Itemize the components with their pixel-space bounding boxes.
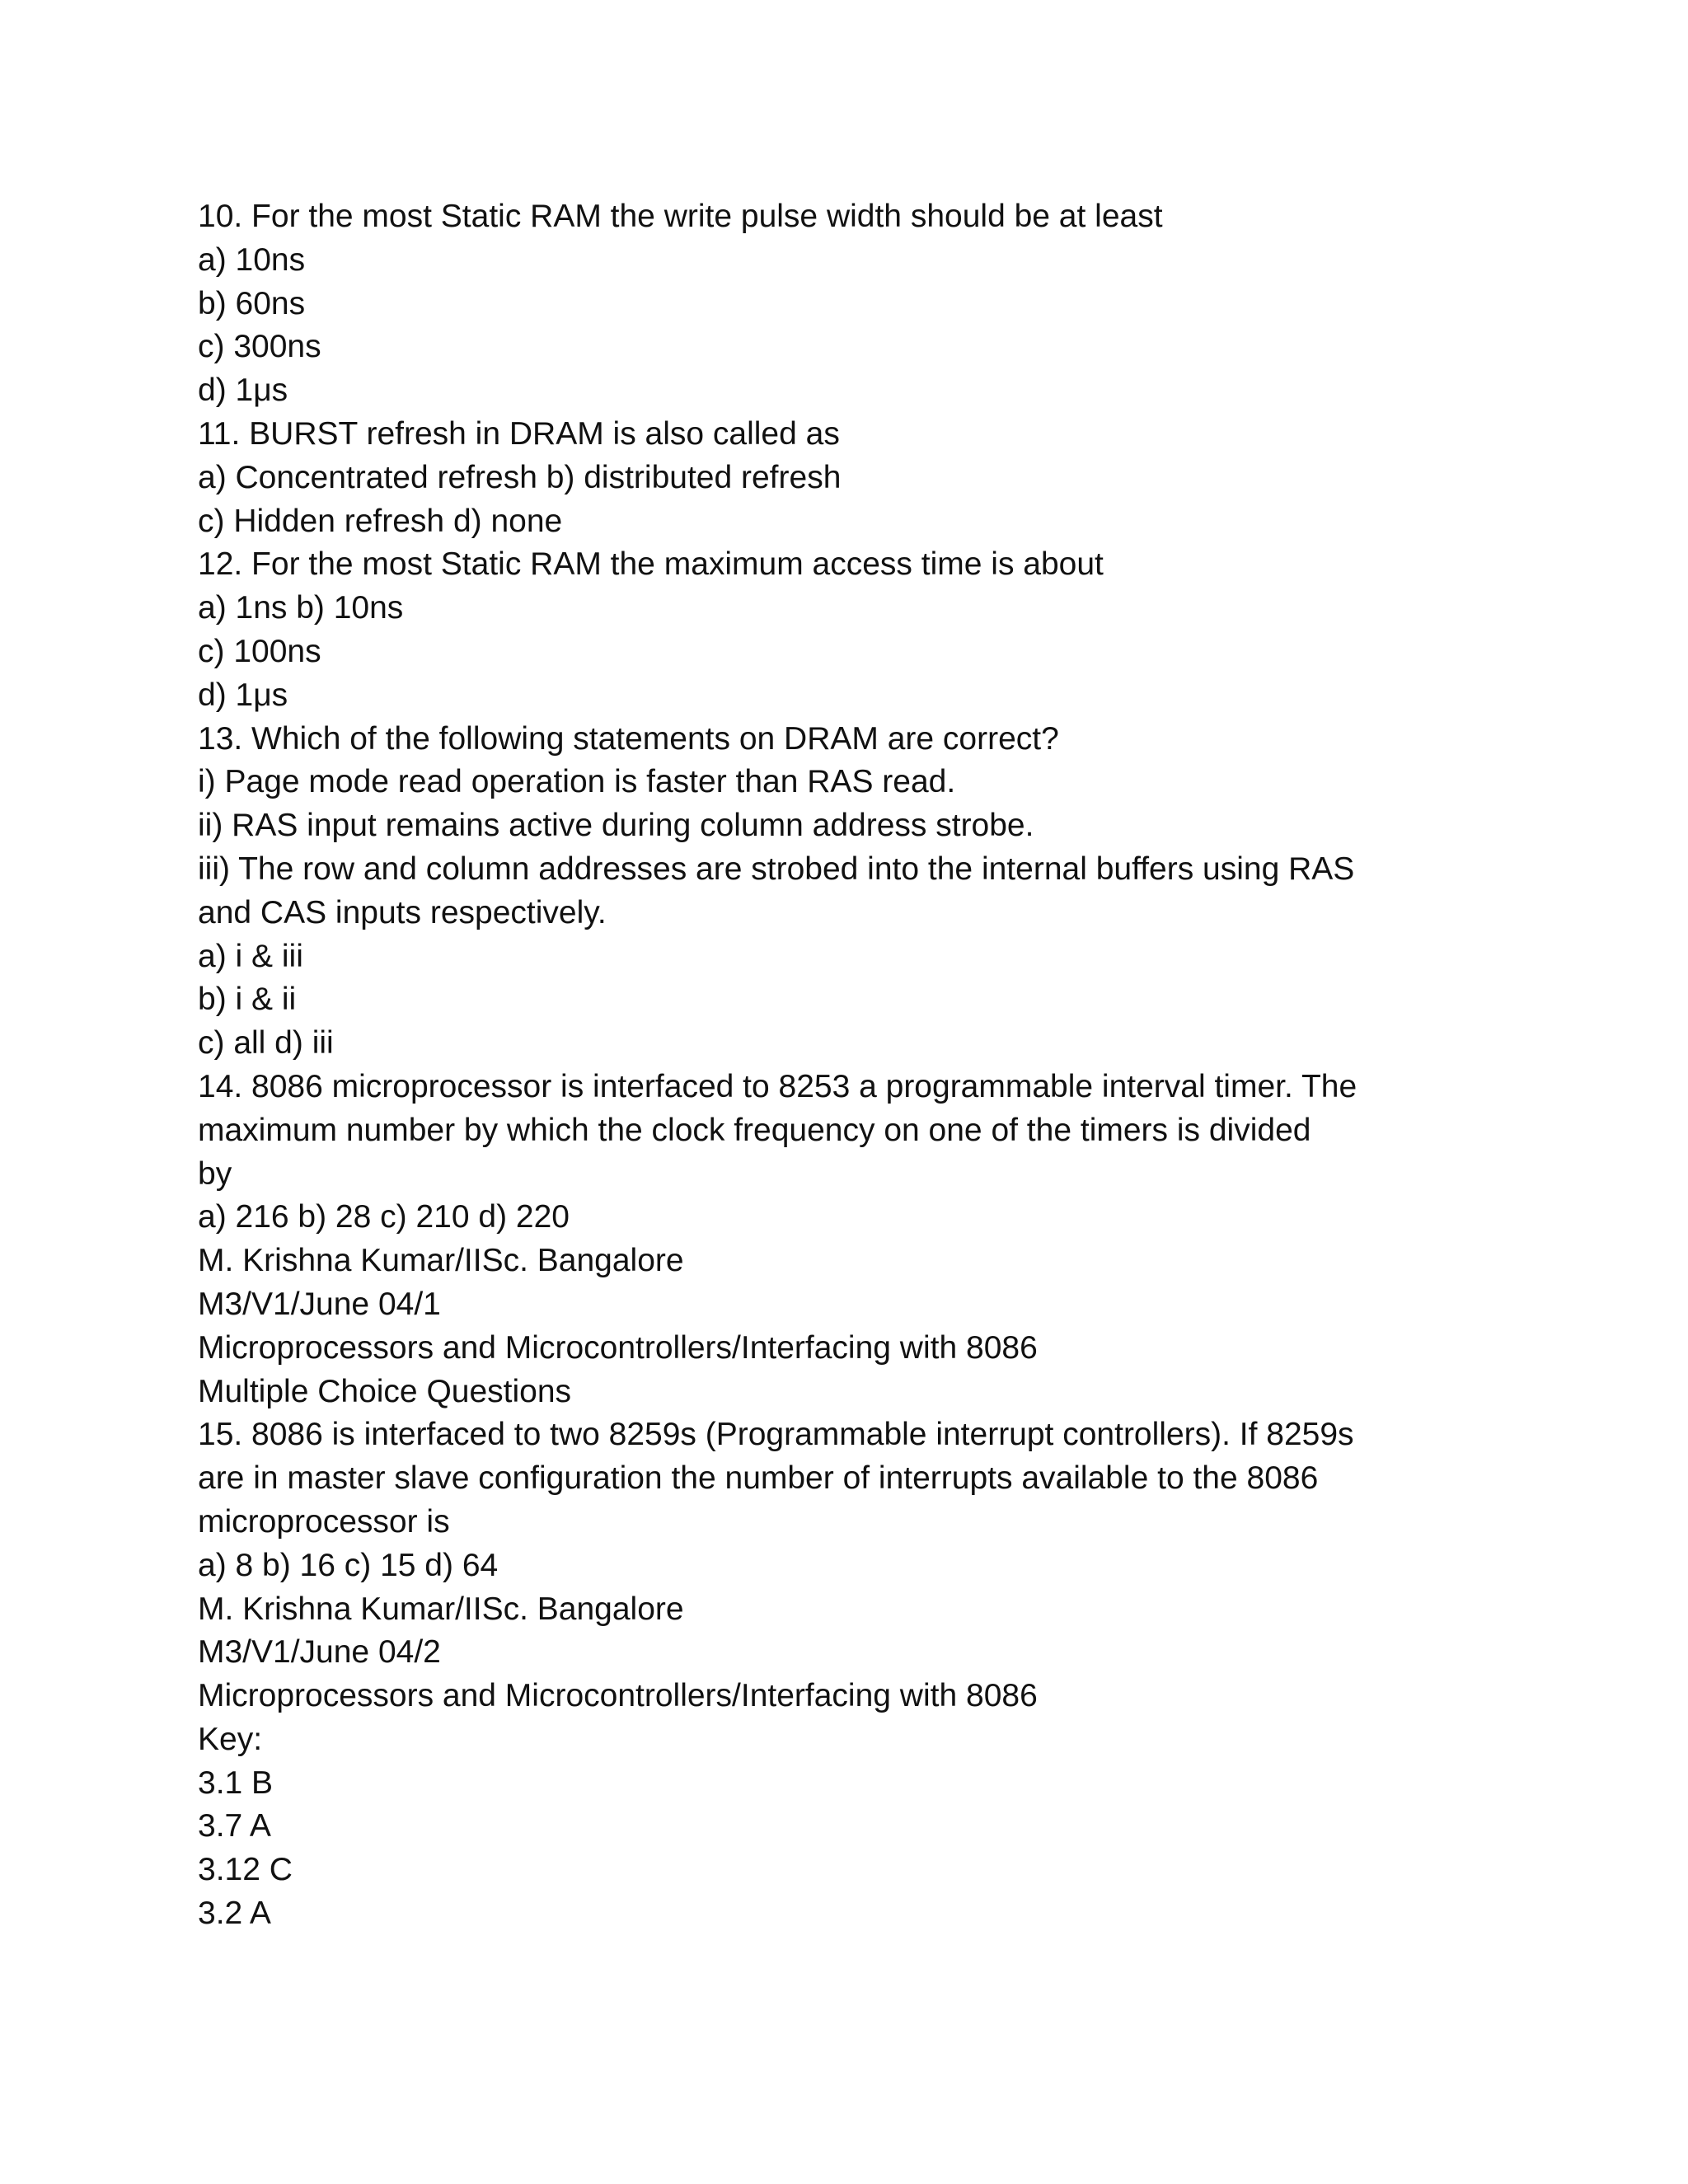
question-14-options: a) 216 b) 28 c) 210 d) 220 xyxy=(198,1199,570,1235)
section-heading: Multiple Choice Questions xyxy=(198,1373,572,1409)
question-12-options-ab: a) 1ns b) 10ns xyxy=(198,590,404,626)
question-10-option-d: d) 1μs xyxy=(198,373,288,409)
question-13-text: 13. Which of the following statements on DRAM are correct? xyxy=(198,720,1059,757)
question-13-statement-ii: ii) RAS input remains active during column address strobe. xyxy=(198,808,1034,844)
footer-version-2: M3/V1/June 04/2 xyxy=(198,1634,441,1671)
answer-key-heading: Key: xyxy=(198,1721,263,1757)
question-13-statement-iii: iii) The row and column addresses are strobed into the internal buffers using RAS xyxy=(198,851,1355,887)
question-15-text: 15. 8086 is interfaced to two 8259s (Programmable interrupt controllers). If 8259s xyxy=(198,1417,1354,1453)
question-11-text: 11. BURST refresh in DRAM is also called as xyxy=(198,415,840,452)
question-10-option-c: c) 300ns xyxy=(198,329,321,365)
header-course-1: Microprocessors and Microcontrollers/Interfacing with 8086 xyxy=(198,1329,1038,1366)
question-12-option-c: c) 100ns xyxy=(198,633,321,669)
question-15-options: a) 8 b) 16 c) 15 d) 64 xyxy=(198,1547,499,1583)
question-11-options-ab: a) Concentrated refresh b) distributed refresh xyxy=(198,459,842,495)
answer-key-item: 3.12 C xyxy=(198,1852,293,1888)
question-12-text: 12. For the most Static RAM the maximum access time is about xyxy=(198,546,1104,583)
question-14-text-end: by xyxy=(198,1155,232,1192)
question-13-statement-iii-cont: and CAS inputs respectively. xyxy=(198,894,607,930)
question-10-option-b: b) 60ns xyxy=(198,285,306,321)
header-course-2: Microprocessors and Microcontrollers/Interfacing with 8086 xyxy=(198,1678,1038,1714)
answer-key-item: 3.1 B xyxy=(198,1765,274,1801)
footer-version-1: M3/V1/June 04/1 xyxy=(198,1286,441,1322)
answer-key-item: 3.2 A xyxy=(198,1896,271,1932)
question-14-text: 14. 8086 microprocessor is interfaced to 8253 a programmable interval timer. The xyxy=(198,1068,1357,1104)
answer-key-item: 3.7 A xyxy=(198,1808,271,1844)
question-15-text-end: microprocessor is xyxy=(198,1503,450,1540)
question-10-text: 10. For the most Static RAM the write pulse width should be at least xyxy=(198,199,1163,234)
document-body xyxy=(198,195,1418,1936)
question-10-option-a: a) 10ns xyxy=(198,241,306,278)
question-13-statement-i: i) Page mode read operation is faster than RAS read. xyxy=(198,764,956,800)
question-15-text-cont: are in master slave configuration the number of interrupts available to the 8086 xyxy=(198,1460,1319,1497)
footer-author-2: M. Krishna Kumar/IISc. Bangalore xyxy=(198,1591,684,1627)
footer-author-1: M. Krishna Kumar/IISc. Bangalore xyxy=(198,1243,684,1279)
question-14-text-cont: maximum number by which the clock frequency on one of the timers is divided xyxy=(198,1112,1311,1148)
question-13-option-a: a) i & iii xyxy=(198,938,303,974)
question-13-options-cd: c) all d) iii xyxy=(198,1025,334,1062)
question-13-option-b: b) i & ii xyxy=(198,982,297,1018)
question-12-option-d: d) 1μs xyxy=(198,677,288,713)
question-11-options-cd: c) Hidden refresh d) none xyxy=(198,503,563,539)
